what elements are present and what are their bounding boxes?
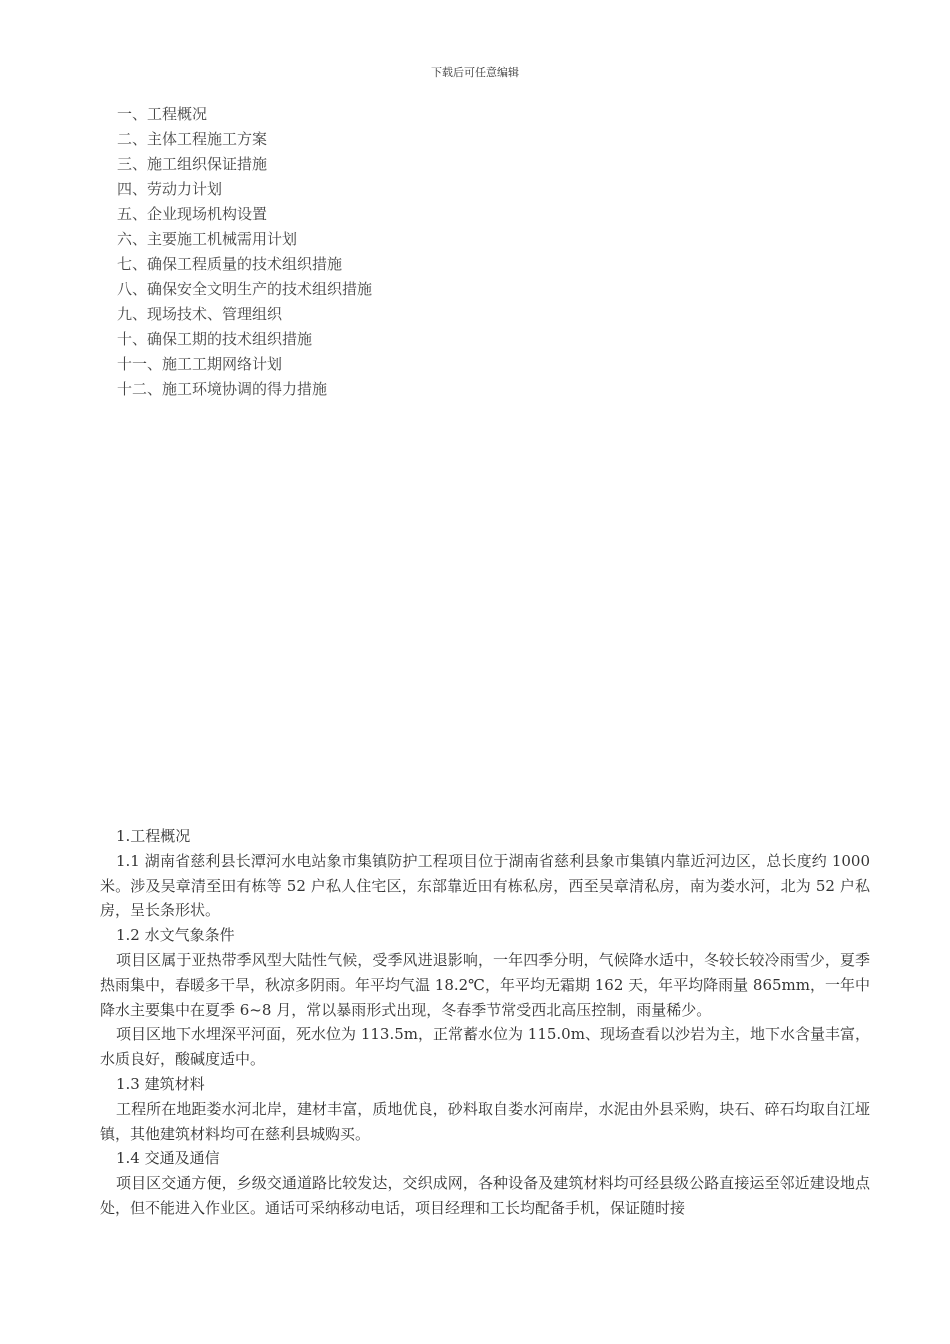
- toc-item: 十一、施工工期网络计划: [117, 355, 283, 373]
- paragraph-1-2-climate: 项目区属于亚热带季风型大陆性气候，受季风进退影响，一年四季分明，气候降水适中，冬较长较冷雨雪少，夏季热雨集中，春暖多干旱，秋凉多阴雨。年平均气温 18.2℃，年平均无霜期 162 天，年平均降雨量 865mm，一年中降水主要集中在夏季 6~8 月，常以暴雨形式出现，冬春季节常受西北高压控制，雨量稀少。: [100, 950, 870, 1019]
- heading-1-2: 1.2 水文气象条件: [116, 926, 235, 945]
- section-title: 1.工程概况: [116, 827, 191, 845]
- toc-item: 十、确保工期的技术组织措施: [117, 330, 313, 348]
- toc-item: 五、企业现场机构设置: [117, 205, 268, 223]
- body-text: [100, 824, 870, 1221]
- toc-item: 八、确保安全文明生产的技术组织措施: [117, 280, 373, 298]
- toc-item: 四、劳动力计划: [117, 180, 223, 198]
- toc-item: 九、现场技术、管理组织: [117, 305, 283, 323]
- paragraph-1-4: 项目区交通方便，乡级交通道路比较发达，交织成网，各种设备及建筑材料均可经县级公路直接运至邻近建设地点处，但不能进入作业区。通话可采纳移动电话，项目经理和工长均配备手机，保证随时接: [100, 1174, 870, 1217]
- paragraph-1-3: 工程所在地距娄水河北岸，建材丰富，质地优良，砂料取自娄水河南岸，水泥由外县采购，块石、碎石均取自江垭镇，其他建筑材料均可在慈利县城购买。: [100, 1099, 870, 1143]
- paragraph-1-1: 1.1 湖南省慈利县长潭河水电站象市集镇防护工程项目位于湖南省慈利县象市集镇内靠近河边区，总长度约 1000 米。涉及吴章清至田有栋等 52 户私人住宅区，东部靠近田有栋私房，西至吴章清私房，南为娄水河，北为 52 户私房，呈长条形状。: [100, 851, 870, 920]
- toc-item: 三、施工组织保证措施: [117, 155, 268, 173]
- toc-item: 一、工程概况: [117, 105, 208, 123]
- toc-item: 七、确保工程质量的技术组织措施: [117, 255, 343, 273]
- heading-1-3: 1.3 建筑材料: [116, 1074, 205, 1093]
- toc-item: 十二、施工环境协调的得力措施: [117, 380, 328, 398]
- table-of-contents: [117, 102, 372, 402]
- toc-item: 二、主体工程施工方案: [117, 130, 268, 148]
- toc-item: 六、主要施工机械需用计划: [117, 230, 298, 248]
- paragraph-1-2-groundwater: 项目区地下水埋深平河面，死水位为 113.5m，正常蓄水位为 115.0m、现场查看以沙岩为主，地下水含量丰富，水质良好，酸碱度适中。: [100, 1025, 870, 1069]
- header-note: 下载后可任意编辑: [431, 66, 519, 79]
- heading-1-4: 1.4 交通及通信: [116, 1149, 220, 1168]
